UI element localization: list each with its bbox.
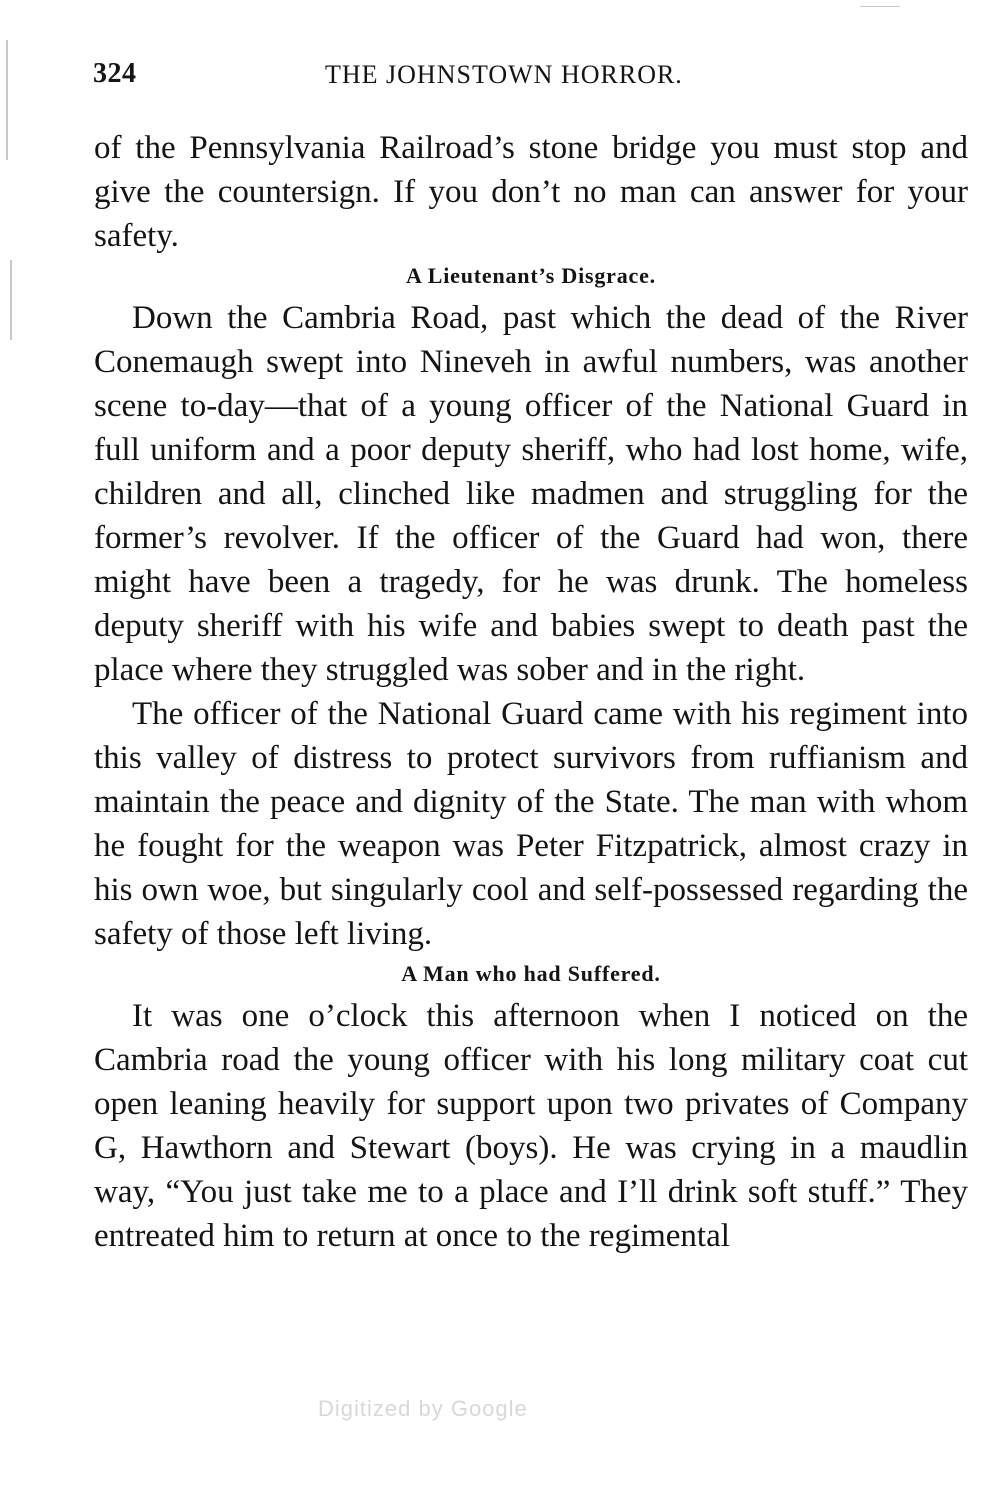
scan-speck [860, 6, 900, 7]
paragraph-continued: of the Pennsylvania Railroad’s stone bridge you must stop and give the countersign. If you don’t no man can answer for your safety. [94, 130, 968, 254]
scan-watermark: Digitized by Google [318, 1396, 528, 1421]
paragraph-one-oclock: It was one o’clock this afternoon when I noticed on the Cambria road the young officer with his long military coat cut open leaning heavily for support upon two privates of Company G, Hawthorn and Stewart (boys). He was crying in a maudlin way, “You just take me to a place and I’ll drink soft stuff.” They entreated him to return at once to the regimental [94, 998, 968, 1254]
paragraph-cambria-road: Down the Cambria Road, past which the dead of the River Conemaugh swept into Nineveh in awful numbers, was another scene to-day—that of a young officer of the National Guard in full uniform and a poor deputy sheriff, who had lost home, wife, children and all, clinched like madmen and struggling for the former’s revolver. If the officer of the Guard had won, there might have been a tragedy, for he was drunk. The homeless deputy sheriff with his wife and babies swept to death past the place where they struggled was sober and in the right. [94, 300, 968, 688]
scan-speck [6, 40, 8, 160]
page-header [93, 58, 973, 98]
paragraph-national-guard-officer: The officer of the National Guard came with his regiment into this valley of distress to protect survivors from ruffianism and maintain the peace and dignity of the State. The man with whom he fought for the weapon was Peter Fitzpatrick, almost crazy in his own woe, but singularly cool and self-possessed regarding the safety of those left living. [94, 696, 968, 952]
page-number: 324 [93, 58, 137, 89]
running-title: THE JOHNSTOWN HORROR. [325, 60, 683, 89]
scan-speck [10, 260, 12, 340]
page-body [94, 126, 968, 1258]
section-heading-man-who-had-suffered: A Man who had Suffered. [401, 961, 661, 986]
section-heading-lieutenants-disgrace: A Lieutenant’s Disgrace. [406, 263, 656, 288]
